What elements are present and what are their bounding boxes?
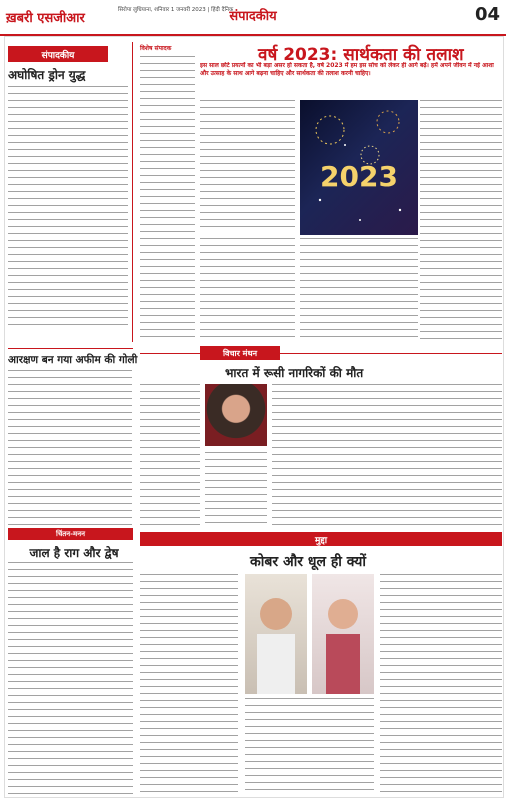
editorial-body-col-2 <box>200 100 295 233</box>
masthead: ख़बरी एसजीआर <box>6 11 85 26</box>
opinion-label: विचार मंथन <box>200 346 280 360</box>
left-headline: अघोषित ड्रोन युद्ध <box>8 68 86 82</box>
editorial-body-col-2b <box>200 238 295 341</box>
opinion-headline: भारत में रूसी नागरिकों की मौत <box>225 366 364 380</box>
issue-col-3 <box>380 574 502 794</box>
author-photo <box>205 384 267 446</box>
new-year-photo <box>300 100 418 235</box>
column-box-text <box>8 562 133 794</box>
left-section-label: संपादकीय <box>8 46 108 62</box>
opinion-col-2 <box>205 452 267 527</box>
second-left-headline: आरक्षण बन गया अफीम की गोली <box>8 354 138 366</box>
issue-headline: कोबर और धूल ही क्यों <box>250 554 367 570</box>
issue-col-1 <box>140 574 238 794</box>
portrait-woman <box>312 574 374 694</box>
editorial-body-col-1 <box>140 56 195 341</box>
left-story-divider <box>8 348 133 349</box>
opinion-col-1 <box>140 384 200 527</box>
editorial-byline: विशेष संपादक <box>140 45 172 52</box>
opinion-rule-left <box>140 353 200 354</box>
section-title: संपादकीय <box>229 9 277 24</box>
editorial-body-col-3 <box>300 238 418 341</box>
editorial-standfirst: इस साल छोटे प्रयत्नों का भी बड़ा असर हो सकता है, वर्ष 2023 में हम इस सोच को लेकर ही आगे बढ़ें। हमें अपने जीवन में नई आशा और उत्साह के साथ आगे बढ़ना चाहिए और सार्थकता की तलाश करनी चाहिए। <box>200 62 494 77</box>
opinion-rule-right <box>280 353 502 354</box>
dateline: सिरोपा लुधियाना, शनिवार 1 जनवरी 2023 | हिंदी दैनिक <box>118 7 234 13</box>
year-overlay: 2023 <box>320 160 398 193</box>
issue-photo-left <box>245 574 307 694</box>
opinion-col-3 <box>272 384 502 527</box>
column-box-label: चिंतन-मनन <box>8 528 133 540</box>
editorial-headline: वर्ष 2023: सार्थकता की तलाश <box>258 45 464 65</box>
issue-label: मुद्दा <box>140 532 502 546</box>
left-column-text <box>8 86 128 329</box>
second-left-text <box>8 370 132 525</box>
column-divider <box>132 42 133 342</box>
issue-photo-right <box>312 574 374 694</box>
column-box-headline: जाल है राग और द्वेष <box>29 546 119 560</box>
editorial-body-col-4 <box>420 100 502 341</box>
page-header <box>0 0 506 36</box>
portrait-man <box>245 574 307 694</box>
issue-col-2 <box>245 698 374 794</box>
page-number: 04 <box>474 4 500 25</box>
